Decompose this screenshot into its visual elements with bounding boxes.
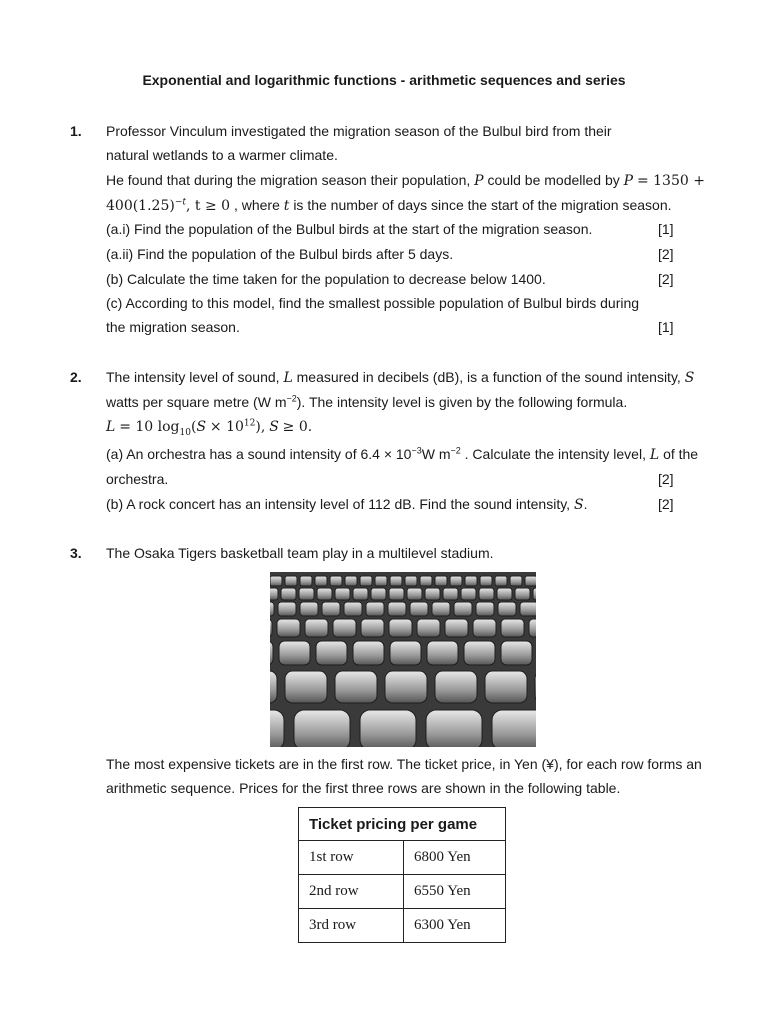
q2-line-2-text-a: watts per square metre (W m: [106, 394, 287, 410]
q2-line-2: [106, 393, 627, 411]
formula-times: × 10: [209, 419, 244, 435]
q2-line-1-text-a: The intensity level of sound,: [106, 369, 280, 385]
q1-part-ai-mark: [1]: [658, 221, 674, 237]
table-header: Ticket pricing per game: [299, 808, 506, 841]
seat: [270, 641, 273, 665]
seat: [353, 641, 384, 665]
q2-part-b-mark: [2]: [658, 496, 674, 512]
q2-a-unit-exponent: −2: [450, 445, 461, 456]
var-p: P: [474, 173, 484, 189]
var-l: L: [649, 447, 660, 463]
q1-line-3-text-b: could be modelled by: [487, 172, 620, 188]
q2-b-period: .: [583, 496, 588, 512]
seat: [497, 588, 512, 600]
seat: [375, 576, 387, 586]
q1-part-b-mark: [2]: [658, 271, 674, 287]
seat: [435, 671, 477, 703]
seat: [479, 588, 494, 600]
seat: [465, 576, 477, 586]
table-header-row: [299, 808, 506, 841]
q1-part-aii-mark: [2]: [658, 246, 674, 262]
seat: [420, 576, 432, 586]
var-s: S: [573, 497, 584, 513]
question-2-number: 2.: [70, 369, 82, 385]
seat: [299, 588, 314, 600]
formula-close: ),: [255, 419, 266, 435]
seat: [316, 641, 347, 665]
seat: [277, 619, 300, 637]
table-row: [299, 841, 506, 875]
seat: [390, 576, 402, 586]
q3-line-1: The Osaka Tigers basketball team play in a multilevel stadium.: [106, 545, 494, 561]
var-p: P: [623, 173, 634, 189]
var-t: t: [283, 198, 290, 214]
q2-unit-exponent: −2: [286, 393, 297, 404]
q1-domain: , t ≥ 0: [186, 198, 231, 214]
seat: [510, 576, 522, 586]
seat: [485, 671, 527, 703]
q3-line-3: arithmetic sequence. Prices for the first three rows are shown in the following table.: [106, 780, 621, 796]
seat: [501, 641, 532, 665]
q1-part-ai: (a.i) Find the population of the Bulbul birds at the start of the migration season.: [106, 221, 593, 237]
seat: [515, 588, 530, 600]
seat: [498, 602, 516, 616]
q2-a-exponent: −3: [411, 445, 422, 456]
seat: [492, 710, 536, 747]
page-title: Exponential and logarithmic functions - arithmetic sequences and series: [142, 72, 626, 88]
q2-a-unit: W m: [421, 446, 451, 462]
q1-part-c-line-2: the migration season.: [106, 319, 240, 335]
var-l: L: [283, 370, 293, 386]
seat: [285, 576, 297, 586]
q2-line-2-text-b: ). The intensity level is given by the following formula.: [296, 394, 628, 410]
seat: [285, 671, 327, 703]
seat: [535, 671, 536, 703]
question-3-number: 3.: [70, 545, 82, 561]
seat: [281, 588, 296, 600]
formula-paren: (: [190, 419, 197, 435]
seat: [473, 619, 496, 637]
stadium-seats-illustration: [270, 572, 536, 747]
q1-part-c-line-1: (c) According to this model, find the smallest possible population of Bulbul birds during: [106, 295, 640, 311]
seat: [353, 588, 368, 600]
var-l: L: [106, 419, 116, 435]
row-price: 6550 Yen: [404, 875, 506, 909]
q1-formula-exponent: −t: [174, 197, 186, 208]
seat: [294, 710, 350, 747]
seat: [335, 588, 350, 600]
seat: [501, 619, 524, 637]
seat: [270, 588, 278, 600]
seat: [305, 619, 328, 637]
table-row: [299, 909, 506, 943]
seat: [366, 602, 384, 616]
seat: [389, 588, 404, 600]
seat: [388, 602, 406, 616]
seat: [345, 576, 357, 586]
q2-line-1: [106, 368, 694, 387]
q1-part-c-mark: [1]: [658, 319, 674, 335]
seat: [317, 588, 332, 600]
q2-a-text-b: . Calculate the intensity level,: [464, 446, 646, 462]
seat: [278, 602, 296, 616]
seat: [270, 671, 277, 703]
seat: [335, 671, 377, 703]
seat: [322, 602, 340, 616]
seat: [360, 710, 416, 747]
q1-formula-part: = 1350 +: [636, 173, 705, 189]
q1-part-b: (b) Calculate the time taken for the population to decrease below 1400.: [106, 271, 546, 287]
seat: [360, 576, 372, 586]
q1-line-4-text-a: , where: [233, 197, 280, 213]
stadium-seats-photo: [270, 572, 536, 747]
q1-part-aii: (a.ii) Find the population of the Bulbul birds after 5 days.: [106, 246, 454, 262]
formula-exponent: 12: [243, 418, 256, 429]
q1-line-2: natural wetlands to a warmer climate.: [106, 147, 338, 163]
seat: [427, 641, 458, 665]
seat: [529, 619, 536, 637]
seat: [520, 602, 536, 616]
seat: [333, 619, 356, 637]
seat: [525, 576, 536, 586]
seat: [385, 671, 427, 703]
seat: [417, 619, 440, 637]
seat: [315, 576, 327, 586]
q2-a-text-c: of the: [663, 446, 699, 462]
seat: [270, 710, 284, 747]
q1-line-3-text-a: He found that during the migration season their population,: [106, 172, 471, 188]
q2-part-a-line-1: [106, 445, 698, 464]
row-label: 3rd row: [299, 909, 404, 943]
seat: [533, 588, 536, 600]
seat: [425, 588, 440, 600]
row-price: 6800 Yen: [404, 841, 506, 875]
seat: [300, 576, 312, 586]
seat: [432, 602, 450, 616]
table-row: [299, 875, 506, 909]
q1-line-4: [106, 196, 672, 215]
ticket-pricing-table: [298, 807, 506, 943]
q2-a-text-a: (a) An orchestra has a sound intensity of 6.4 × 10: [106, 446, 412, 462]
var-s: S: [196, 419, 207, 435]
seat: [389, 619, 412, 637]
seat: [279, 641, 310, 665]
q2-part-a-line-2: orchestra.: [106, 471, 169, 487]
seat: [410, 602, 428, 616]
seat: [435, 576, 447, 586]
var-s: S: [684, 370, 695, 386]
seat: [426, 710, 482, 747]
seat: [270, 602, 274, 616]
question-1-number: 1.: [70, 123, 82, 139]
seat: [450, 576, 462, 586]
formula-log-base: 10: [179, 427, 191, 438]
q2-b-text: (b) A rock concert has an intensity level of 112 dB. Find the sound intensity,: [106, 496, 571, 512]
q2-formula: [106, 417, 312, 436]
seat: [495, 576, 507, 586]
q1-line-3: [106, 171, 705, 190]
q2-part-b: [106, 495, 587, 514]
q1-line-4-text-b: is the number of days since the start of the migration season.: [293, 197, 672, 213]
seat: [464, 641, 495, 665]
seat: [407, 588, 422, 600]
q2-part-a-mark: [2]: [658, 471, 674, 487]
seat: [361, 619, 384, 637]
seat: [330, 576, 342, 586]
seat: [344, 602, 362, 616]
seat: [405, 576, 417, 586]
seat: [443, 588, 458, 600]
seat: [476, 602, 494, 616]
formula-domain: ≥ 0.: [282, 419, 313, 435]
seat: [445, 619, 468, 637]
seat: [270, 576, 282, 586]
var-s: S: [269, 419, 279, 435]
row-price: 6300 Yen: [404, 909, 506, 943]
q3-line-2: The most expensive tickets are in the first row. The ticket price, in Yen (¥), for each row forms an: [106, 756, 702, 772]
seat: [480, 576, 492, 586]
seat: [270, 619, 272, 637]
q2-line-1-text-b: measured in decibels (dB), is a function of the sound intensity,: [296, 369, 681, 385]
seat: [300, 602, 318, 616]
q1-line-1: Professor Vinculum investigated the migration season of the Bulbul bird from their: [106, 123, 612, 139]
seat: [390, 641, 421, 665]
q1-formula-base: 400(1.25): [106, 198, 175, 214]
row-label: 2nd row: [299, 875, 404, 909]
row-label: 1st row: [299, 841, 404, 875]
seat: [461, 588, 476, 600]
seat: [454, 602, 472, 616]
seat: [371, 588, 386, 600]
formula-log: = 10 log: [119, 419, 180, 435]
